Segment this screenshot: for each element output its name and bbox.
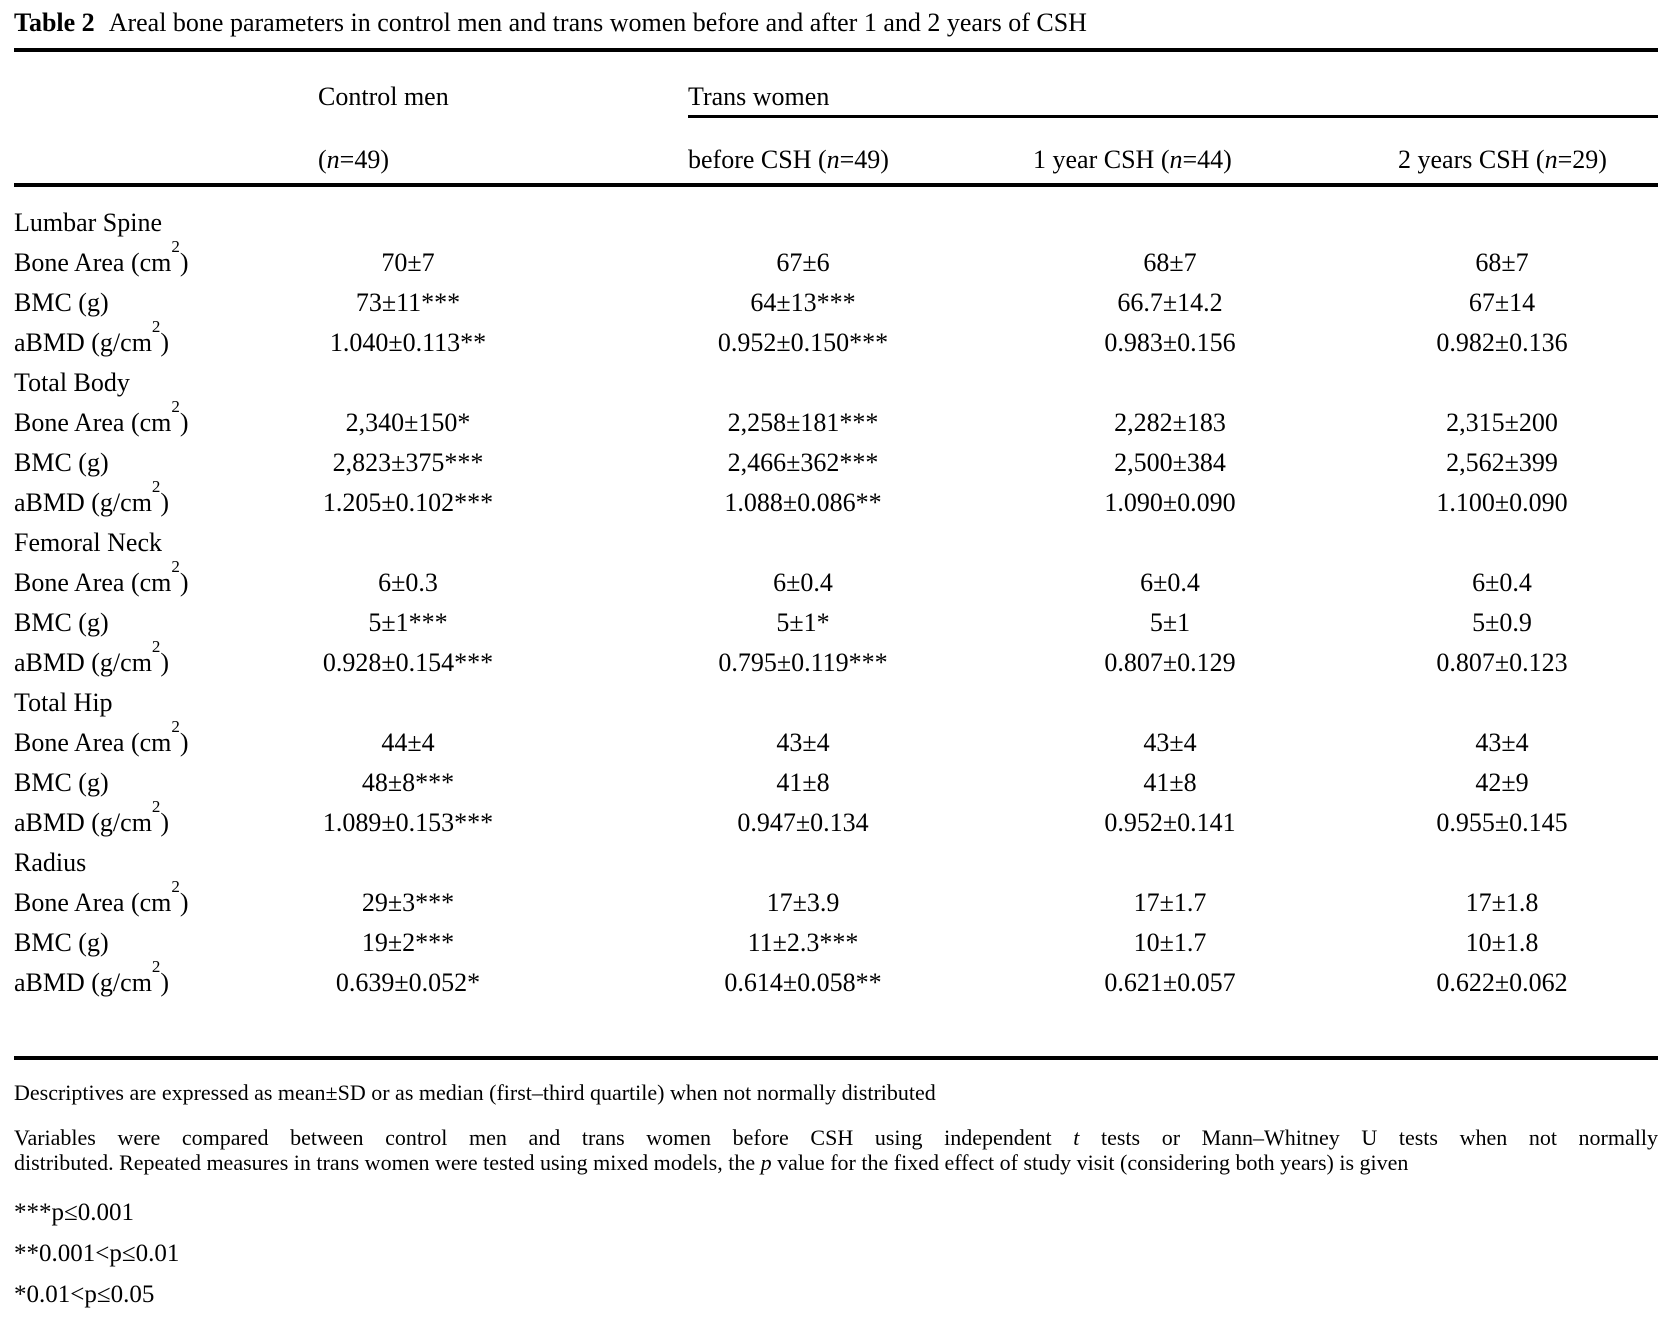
section-label: Total Hip xyxy=(14,688,113,717)
data-cell xyxy=(1020,968,1346,998)
data-value: 44±4 xyxy=(381,728,435,757)
data-value: 68±7 xyxy=(1143,248,1197,277)
table-row xyxy=(14,603,1658,643)
data-cell xyxy=(1346,968,1658,998)
data-cell xyxy=(1020,408,1346,438)
data-value: 0.639±0.052* xyxy=(335,968,481,997)
table-row xyxy=(14,637,1658,683)
row-label: aBMD $(g/cm^2)$ xyxy=(14,477,170,517)
data-value: 17±1.8 xyxy=(1465,888,1539,917)
row-label: aBMD $(g/cm^2)$ xyxy=(14,957,170,997)
data-cell xyxy=(688,488,1020,518)
data-value: 67±6 xyxy=(776,248,830,277)
data-cell xyxy=(318,968,688,998)
data-value: 43±4 xyxy=(776,728,830,757)
section-label: Total Body xyxy=(14,368,130,397)
data-cell xyxy=(318,288,688,318)
data-value: 2,562±399 xyxy=(1446,448,1558,477)
section-label: Femoral Neck xyxy=(14,528,163,557)
data-cell xyxy=(1020,648,1346,678)
data-cell xyxy=(688,768,1020,798)
data-value: 2,258±181*** xyxy=(727,408,879,437)
data-cell xyxy=(1020,568,1346,598)
data-value: 0.807±0.129 xyxy=(1104,648,1236,677)
data-value: 0.952±0.141 xyxy=(1104,808,1236,837)
data-cell xyxy=(318,648,688,678)
data-cell xyxy=(688,808,1020,838)
data-cell xyxy=(688,568,1020,598)
data-value: 2,340±150* xyxy=(345,408,471,437)
col-header-1-year-csh: 1 year CSH (n=44) xyxy=(1033,145,1232,174)
data-value: 6±0.4 xyxy=(1472,568,1532,597)
data-value: 0.952±0.150*** xyxy=(717,328,889,357)
section-row xyxy=(14,363,1658,403)
table-title xyxy=(14,8,1087,38)
top-rule xyxy=(14,48,1658,52)
data-value: 17±1.7 xyxy=(1133,888,1207,917)
data-value: 0.614±0.058** xyxy=(724,968,882,997)
row-label: BMC (g) xyxy=(14,448,109,477)
data-cell xyxy=(1346,288,1658,318)
row-label: BMC (g) xyxy=(14,288,109,317)
section-label: Lumbar Spine xyxy=(14,208,163,237)
data-value: 6±0.3 xyxy=(378,568,438,597)
data-cell xyxy=(318,568,688,598)
data-cell xyxy=(1020,608,1346,638)
table-row xyxy=(14,443,1658,483)
table-number: Table 2 xyxy=(14,8,95,37)
data-cell xyxy=(1020,808,1346,838)
data-cell xyxy=(1346,808,1658,838)
data-cell xyxy=(688,888,1020,918)
data-value: 2,466±362*** xyxy=(727,448,879,477)
footnote-methods-line: Variables were compared between control men and trans women before CSH using independent t tests or Mann–Whitney U tests when not normally xyxy=(14,1125,1658,1150)
section-row xyxy=(14,523,1658,563)
data-value: 48±8*** xyxy=(361,768,455,797)
data-cell xyxy=(1346,608,1658,638)
data-value: 10±1.7 xyxy=(1133,928,1207,957)
table-row xyxy=(14,957,1658,1003)
data-value: 70±7 xyxy=(381,248,435,277)
data-cell xyxy=(1020,728,1346,758)
data-cell xyxy=(1346,648,1658,678)
data-cell xyxy=(318,808,688,838)
table-row xyxy=(14,283,1658,323)
data-value: 2,282±183 xyxy=(1114,408,1226,437)
data-cell xyxy=(688,248,1020,278)
data-cell xyxy=(1020,488,1346,518)
data-cell xyxy=(1346,768,1658,798)
data-value: 1.090±0.090 xyxy=(1104,488,1236,517)
data-cell xyxy=(318,768,688,798)
data-cell xyxy=(318,728,688,758)
data-cell xyxy=(688,928,1020,958)
table-row xyxy=(14,477,1658,523)
data-cell xyxy=(318,448,688,478)
row-label: BMC (g) xyxy=(14,928,109,957)
data-value: 1.089±0.153*** xyxy=(322,808,494,837)
data-value: 29±3*** xyxy=(361,888,455,917)
data-value: 17±3.9 xyxy=(766,888,840,917)
data-cell xyxy=(1346,488,1658,518)
data-value: 2,823±375*** xyxy=(332,448,484,477)
data-cell xyxy=(1346,248,1658,278)
table-row xyxy=(14,923,1658,963)
data-value: 11±2.3*** xyxy=(747,928,859,957)
row-label: aBMD $(g/cm^2)$ xyxy=(14,317,170,357)
data-cell xyxy=(318,488,688,518)
data-cell xyxy=(318,888,688,918)
data-value: 2,500±384 xyxy=(1114,448,1226,477)
table-row xyxy=(14,763,1658,803)
data-value: 0.947±0.134 xyxy=(737,808,869,837)
data-value: 0.983±0.156 xyxy=(1104,328,1236,357)
footnote-sig-05: *0.01<p≤0.05 xyxy=(14,1281,155,1308)
data-cell xyxy=(1346,408,1658,438)
data-value: 5±1* xyxy=(776,608,830,637)
data-cell xyxy=(318,408,688,438)
data-value: 6±0.4 xyxy=(1140,568,1200,597)
col-header-control-men: Control men xyxy=(318,82,449,111)
data-cell xyxy=(688,328,1020,358)
data-value: 43±4 xyxy=(1143,728,1197,757)
footnote-methods-line: distributed. Repeated measures in trans women were tested using mixed models, the p value for the fixed effect of study visit (considering both years) is given xyxy=(14,1150,1409,1175)
data-cell xyxy=(688,608,1020,638)
data-value: 0.622±0.062 xyxy=(1436,968,1568,997)
data-cell xyxy=(1346,928,1658,958)
row-label: BMC (g) xyxy=(14,608,109,637)
col-header-before-csh: before CSH (n=49) xyxy=(688,145,889,174)
col-header-trans-women: Trans women xyxy=(688,82,830,111)
section-row xyxy=(14,203,1658,243)
footnote-sig-01: **0.001<p≤0.01 xyxy=(14,1240,180,1267)
data-cell xyxy=(1020,768,1346,798)
data-value: 5±1 xyxy=(1149,608,1191,637)
data-value: 43±4 xyxy=(1475,728,1529,757)
header-rule xyxy=(14,183,1658,187)
data-cell xyxy=(688,408,1020,438)
data-value: 5±0.9 xyxy=(1472,608,1532,637)
data-value: 41±8 xyxy=(1143,768,1197,797)
footnote-methods xyxy=(14,1125,1658,1175)
data-cell xyxy=(1346,888,1658,918)
data-value: 1.040±0.113** xyxy=(329,328,487,357)
data-cell xyxy=(1020,288,1346,318)
table-row xyxy=(14,237,1658,283)
row-label: Bone Area $(cm^2)$ xyxy=(14,557,189,597)
data-value: 19±2*** xyxy=(361,928,455,957)
data-cell xyxy=(318,248,688,278)
table-row xyxy=(14,557,1658,603)
data-cell xyxy=(1020,448,1346,478)
data-value: 0.955±0.145 xyxy=(1436,808,1568,837)
data-value: 1.088±0.086** xyxy=(724,488,882,517)
table-body xyxy=(14,203,1658,1003)
data-value: 2,315±200 xyxy=(1446,408,1558,437)
data-value: 67±14 xyxy=(1468,288,1536,317)
data-cell xyxy=(318,608,688,638)
row-label: aBMD $(g/cm^2)$ xyxy=(14,637,170,677)
group-header-row xyxy=(14,78,1658,116)
data-value: 42±9 xyxy=(1475,768,1529,797)
data-value: 73±11*** xyxy=(355,288,461,317)
row-label: Bone Area $(cm^2)$ xyxy=(14,397,189,437)
row-label: Bone Area $(cm^2)$ xyxy=(14,877,189,917)
trans-women-span-rule xyxy=(688,115,1658,118)
data-cell xyxy=(688,648,1020,678)
row-label: Bone Area $(cm^2)$ xyxy=(14,717,189,757)
section-row xyxy=(14,843,1658,883)
section-label: Radius xyxy=(14,848,87,877)
table-row xyxy=(14,317,1658,363)
table-row xyxy=(14,797,1658,843)
data-value: 1.205±0.102*** xyxy=(322,488,494,517)
bottom-rule xyxy=(14,1056,1658,1060)
data-value: 66.7±14.2 xyxy=(1117,288,1223,317)
sub-header-row xyxy=(14,140,1658,180)
data-value: 0.621±0.057 xyxy=(1104,968,1236,997)
data-value: 64±13*** xyxy=(750,288,856,317)
footnote-sig-001: ***p≤0.001 xyxy=(14,1199,134,1226)
table-row xyxy=(14,877,1658,923)
data-cell xyxy=(1020,328,1346,358)
data-value: 10±1.8 xyxy=(1465,928,1539,957)
data-cell xyxy=(688,448,1020,478)
data-value: 6±0.4 xyxy=(773,568,833,597)
data-cell xyxy=(1020,888,1346,918)
data-cell xyxy=(1346,448,1658,478)
data-cell xyxy=(1020,928,1346,958)
data-cell xyxy=(688,968,1020,998)
row-label: BMC (g) xyxy=(14,768,109,797)
data-cell xyxy=(1346,568,1658,598)
data-value: 1.100±0.090 xyxy=(1436,488,1568,517)
data-cell xyxy=(688,728,1020,758)
row-label: aBMD $(g/cm^2)$ xyxy=(14,797,170,837)
table-row xyxy=(14,397,1658,443)
data-value: 0.795±0.119*** xyxy=(718,648,888,677)
row-label: Bone Area $(cm^2)$ xyxy=(14,237,189,277)
data-cell xyxy=(318,328,688,358)
data-cell xyxy=(688,288,1020,318)
data-cell xyxy=(318,928,688,958)
data-value: 0.928±0.154*** xyxy=(322,648,494,677)
footnote-descriptives: Descriptives are expressed as mean±SD or as median (first–third quartile) when not normally distributed xyxy=(14,1080,936,1105)
data-value: 0.807±0.123 xyxy=(1436,648,1568,677)
data-cell xyxy=(1346,328,1658,358)
footnote-significance xyxy=(14,1192,1658,1315)
col-header-2-years-csh: 2 years CSH (n=29) xyxy=(1398,145,1607,174)
data-value: 68±7 xyxy=(1475,248,1529,277)
data-value: 0.982±0.136 xyxy=(1436,328,1568,357)
table-row xyxy=(14,717,1658,763)
data-value: 5±1*** xyxy=(368,608,448,637)
section-row xyxy=(14,683,1658,723)
data-cell xyxy=(1346,728,1658,758)
data-value: 41±8 xyxy=(776,768,830,797)
col-header-control-men-n: (n=49) xyxy=(318,145,389,174)
table-caption: Areal bone parameters in control men and trans women before and after 1 and 2 years of CSH xyxy=(108,8,1087,37)
data-cell xyxy=(1020,248,1346,278)
